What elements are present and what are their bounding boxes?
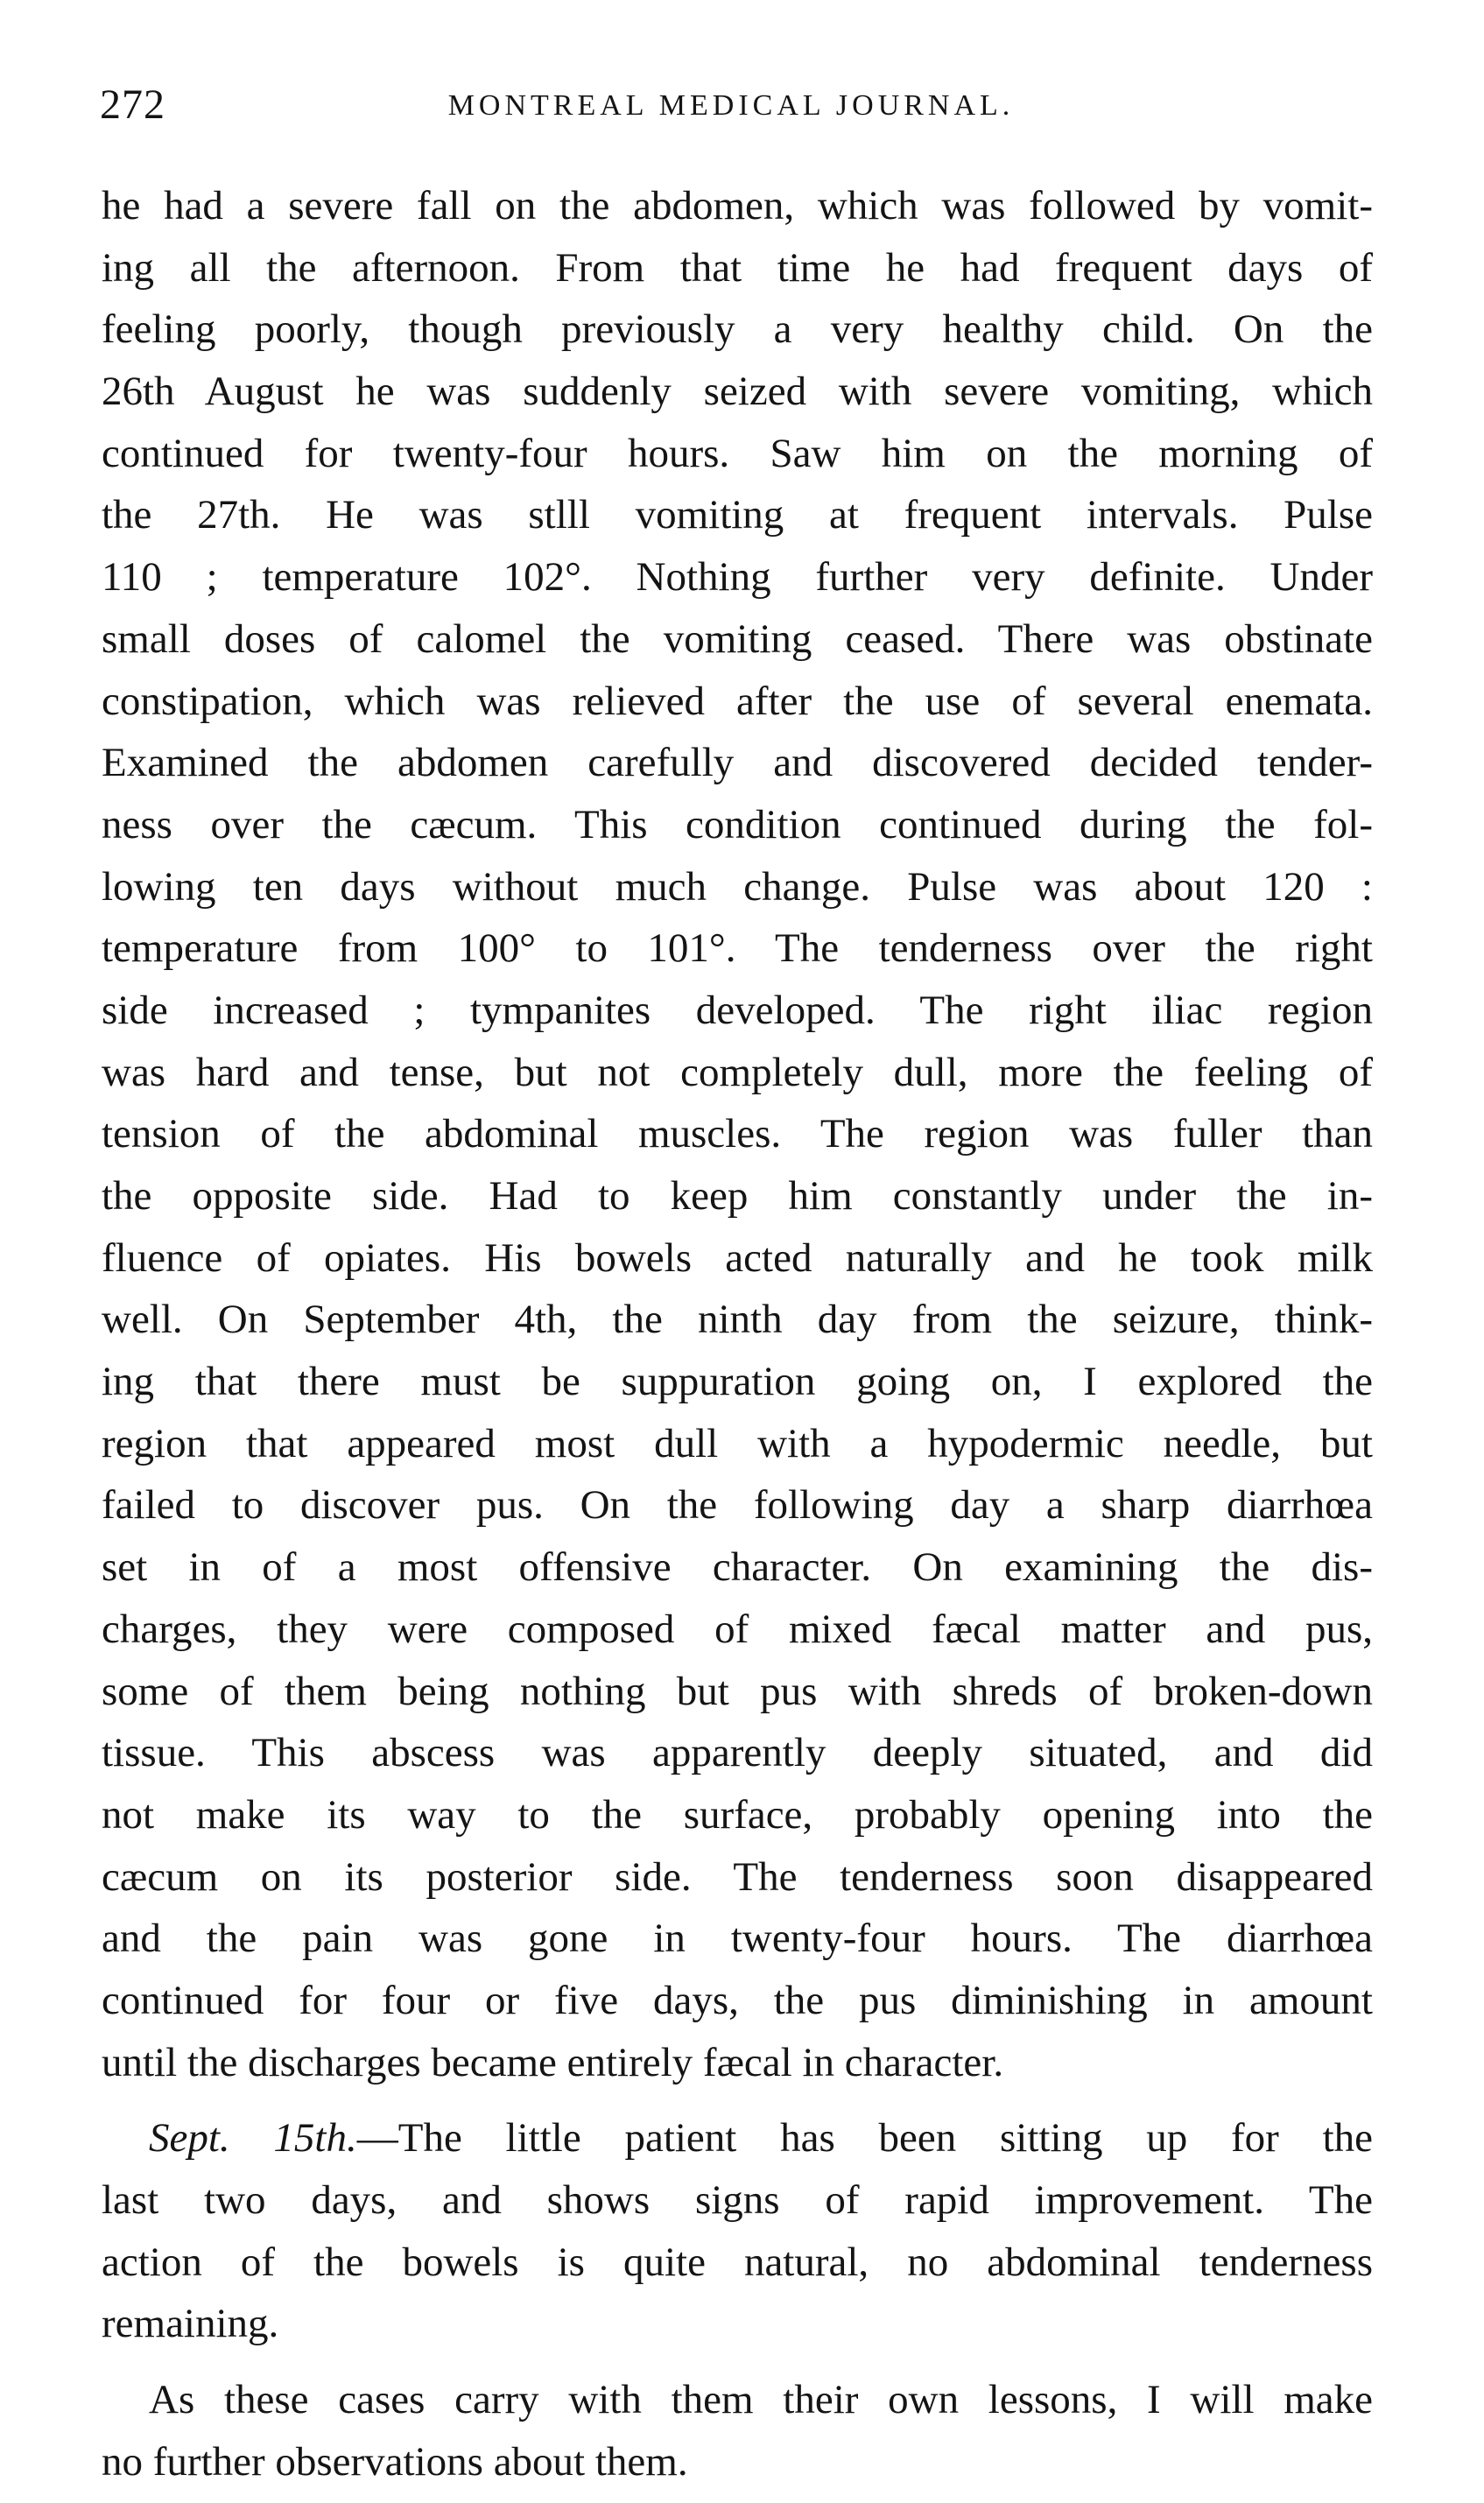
text-line: the 27th. He was stlll vomiting at frequent intervals. Pulse bbox=[102, 492, 1373, 538]
text-line: region that appeared most dull with a hypodermic needle, but bbox=[102, 1420, 1373, 1466]
entry-date: Sept. 15th. bbox=[149, 2115, 357, 2162]
text-line: small doses of calomel the vomiting ceased. There was obstinate bbox=[102, 615, 1373, 662]
paragraph-conclusion bbox=[102, 2369, 1373, 2492]
text-line: remaining. bbox=[102, 2301, 279, 2347]
paragraph-spacer bbox=[102, 2355, 1373, 2369]
text-line: fluence of opiates. His bowels acted naturally and he took milk bbox=[102, 1234, 1373, 1281]
text-line: continued for twenty-four hours. Saw him on the morning of bbox=[102, 430, 1373, 476]
text-line: temperature from 100° to 101°. The tenderness over the right bbox=[102, 925, 1373, 972]
text-line: and the pain was gone in twenty-four hours. The diarrhœa bbox=[102, 1916, 1373, 1962]
text-line: Examined the abdomen carefully and discovered decided tender- bbox=[102, 740, 1373, 786]
text-line: 26th August he was suddenly seized with severe vomiting, which bbox=[102, 369, 1373, 415]
page-number: 272 bbox=[100, 81, 165, 128]
text-line: 110 ; temperature 102°. Nothing further very definite. Under bbox=[102, 554, 1373, 601]
text-line: ing that there must be suppuration going on, I explored the bbox=[102, 1359, 1373, 1405]
text-line: the opposite side. Had to keep him constantly under the in- bbox=[102, 1173, 1373, 1219]
text-line: side increased ; tympanites developed. The right iliac region bbox=[102, 987, 1373, 1033]
paragraph-sept-15 bbox=[102, 2107, 1373, 2355]
article-body bbox=[102, 175, 1373, 2492]
running-head: MONTREAL MEDICAL JOURNAL. bbox=[447, 89, 1015, 122]
text-line: well. On September 4th, the ninth day from the seizure, think- bbox=[102, 1297, 1373, 1343]
text-line: failed to discover pus. On the following day a sharp diarrhœa bbox=[102, 1482, 1373, 1529]
text-line: feeling poorly, though previously a very healthy child. On the bbox=[102, 306, 1373, 353]
text-line: he had a severe fall on the abdomen, which was followed by vomit- bbox=[102, 183, 1373, 229]
entry-text: —The little patient has been sitting up for the bbox=[356, 2115, 1373, 2162]
text-line: ing all the afternoon. From that time he had frequent days of bbox=[102, 244, 1373, 291]
text-line: set in of a most offensive character. On examining the dis- bbox=[102, 1544, 1373, 1591]
paragraph-spacer bbox=[102, 2093, 1373, 2107]
text-line: constipation, which was relieved after the use of several enemata. bbox=[102, 678, 1373, 724]
text-line: until the discharges became entirely fæcal in character. bbox=[102, 2039, 1004, 2085]
text-line bbox=[102, 2107, 1373, 2169]
text-line: last two days, and shows signs of rapid improvement. The bbox=[102, 2177, 1373, 2223]
text-line: no further observations about them. bbox=[102, 2438, 688, 2485]
text-line: action of the bowels is quite natural, no abdominal tenderness bbox=[102, 2239, 1373, 2285]
text-line: not make its way to the surface, probably opening into the bbox=[102, 1791, 1373, 1838]
page-header bbox=[96, 81, 1366, 142]
text-line: lowing ten days without much change. Pulse was about 120 : bbox=[102, 863, 1373, 910]
text-line: continued for four or five days, the pus diminishing in amount bbox=[102, 1977, 1373, 2023]
text-line: charges, they were composed of mixed fæcal matter and pus, bbox=[102, 1606, 1373, 1652]
text-line: cæcum on its posterior side. The tenderness soon disappeared bbox=[102, 1853, 1373, 1900]
text-line: some of them being nothing but pus with shreds of broken-down bbox=[102, 1668, 1373, 1714]
text-line: ness over the cæcum. This condition continued during the fol- bbox=[102, 801, 1373, 847]
text-line: was hard and tense, but not completely dull, more the feeling of bbox=[102, 1049, 1373, 1095]
text-line: tension of the abdominal muscles. The region was fuller than bbox=[102, 1111, 1373, 1157]
paragraph-case-history bbox=[102, 175, 1373, 2093]
text-line: As these cases carry with them their own lessons, I will make bbox=[149, 2377, 1373, 2423]
text-line: tissue. This abscess was apparently deeply situated, and did bbox=[102, 1730, 1373, 1776]
